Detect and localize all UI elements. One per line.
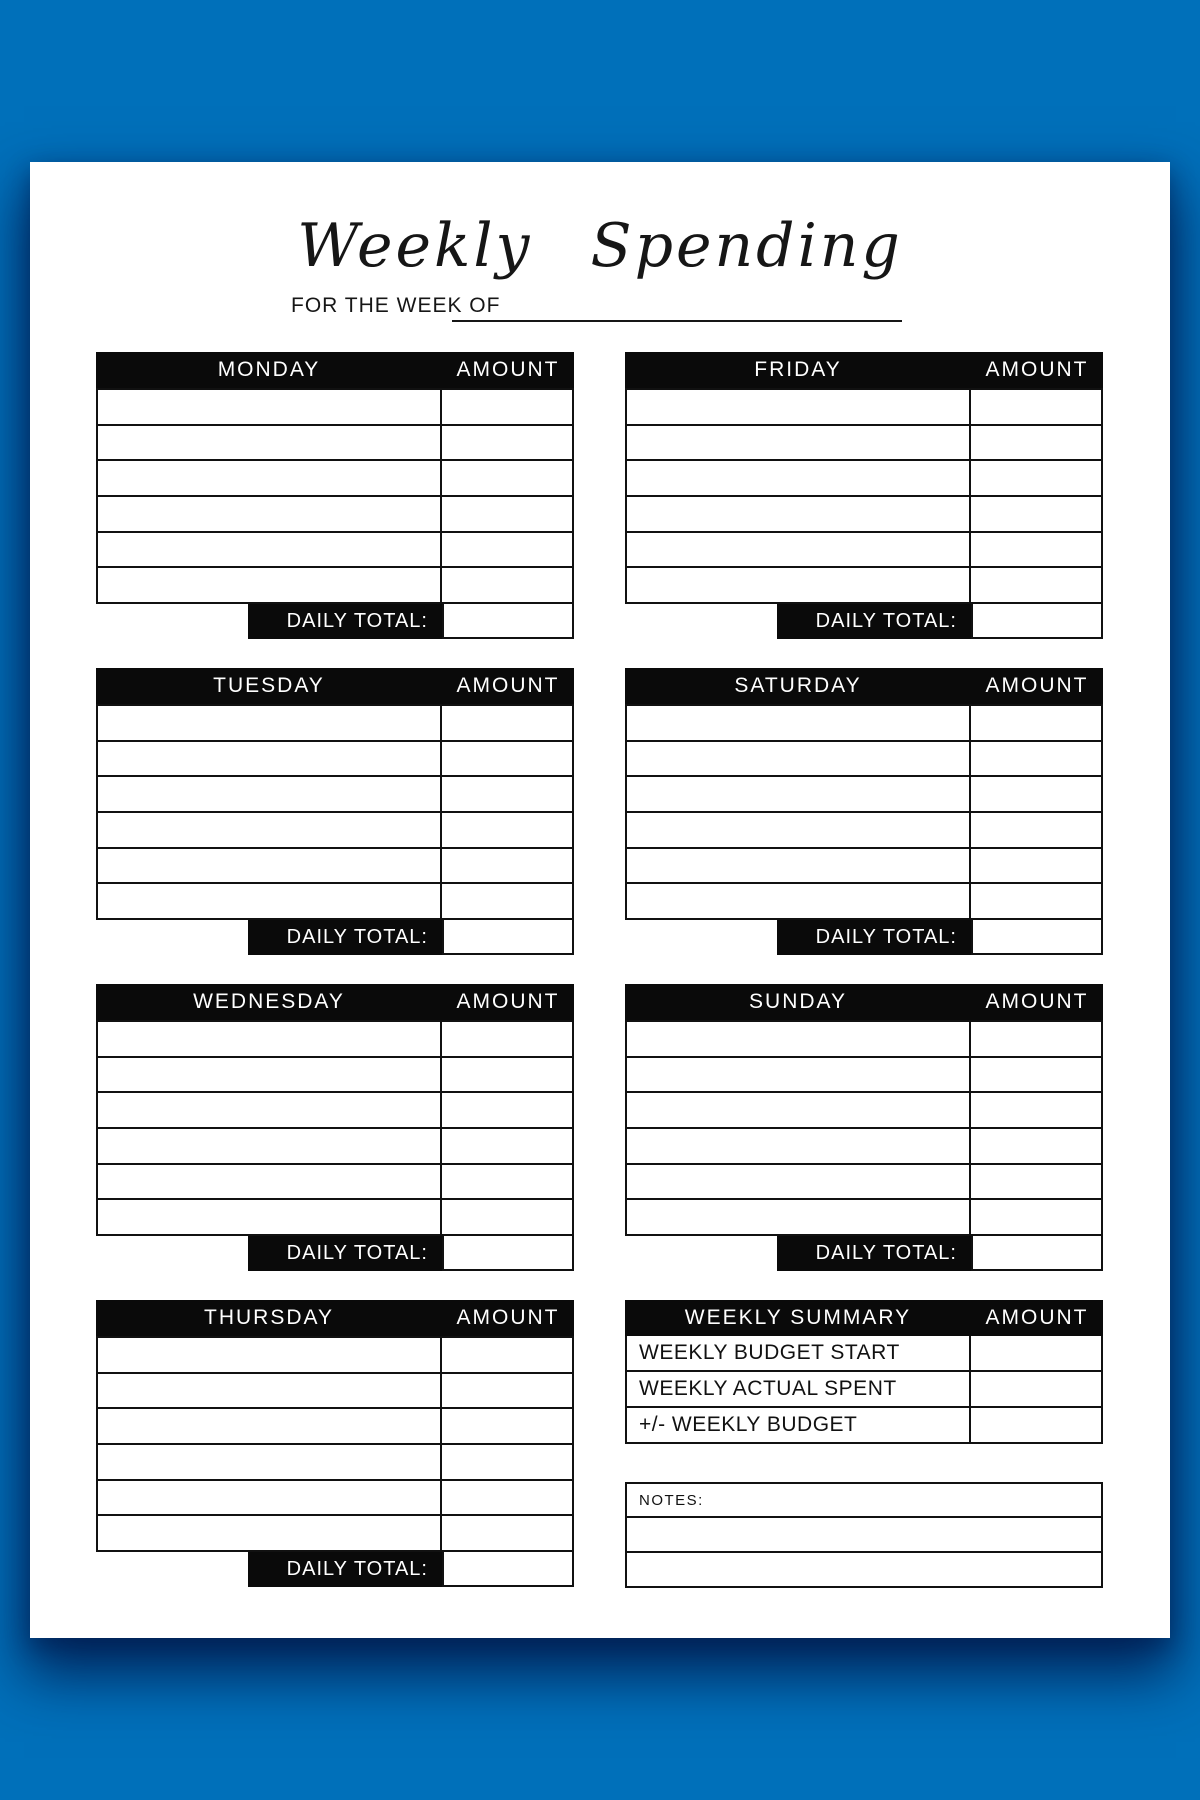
entry-row (98, 568, 572, 602)
entry-row (98, 1022, 572, 1058)
weekly-summary-title: WEEKLY SUMMARY (684, 1306, 912, 1329)
entry-row (627, 390, 1101, 426)
entry-description-cell[interactable] (98, 1093, 442, 1127)
entry-row (98, 742, 572, 778)
summary-row-plus-minus-budget (625, 1408, 1103, 1444)
entry-row (627, 777, 1101, 813)
daily-total-amount-cell[interactable] (971, 604, 1103, 639)
daily-total-row (625, 920, 1103, 955)
day-table-header (625, 668, 1103, 704)
entry-row (627, 426, 1101, 462)
entry-description-cell[interactable] (98, 1516, 442, 1550)
day-table-body (625, 388, 1103, 604)
daily-total-row (625, 1236, 1103, 1271)
entry-row (627, 884, 1101, 918)
entry-description-cell[interactable] (627, 777, 971, 811)
entry-amount-cell[interactable] (442, 1022, 572, 1056)
entry-description-cell[interactable] (627, 1129, 971, 1163)
entry-description-cell[interactable] (627, 742, 971, 776)
entry-amount-cell[interactable] (971, 1165, 1101, 1199)
entry-description-cell[interactable] (98, 1165, 442, 1199)
entry-row (98, 706, 572, 742)
amount-header-label: AMOUNT (985, 990, 1089, 1013)
entry-description-cell[interactable] (627, 813, 971, 847)
entry-description-cell[interactable] (98, 1481, 442, 1515)
entry-row (98, 849, 572, 885)
planner-page (30, 162, 1170, 1638)
entry-description-cell[interactable] (98, 1409, 442, 1443)
notes-line[interactable] (625, 1518, 1103, 1553)
entry-description-cell[interactable] (98, 706, 442, 740)
summary-amount-cell[interactable] (971, 1408, 1101, 1442)
day-table-thursday (96, 1300, 574, 1587)
entry-amount-cell[interactable] (442, 1200, 572, 1234)
entry-amount-cell[interactable] (442, 533, 572, 567)
entry-description-cell[interactable] (627, 390, 971, 424)
entry-row (627, 461, 1101, 497)
entry-amount-cell[interactable] (971, 533, 1101, 567)
notes-line[interactable] (625, 1553, 1103, 1588)
entry-amount-cell[interactable] (971, 849, 1101, 883)
day-table-body (625, 1020, 1103, 1236)
entry-amount-cell[interactable] (971, 884, 1101, 918)
entry-row (98, 461, 572, 497)
amount-header-label: AMOUNT (985, 358, 1089, 381)
entry-description-cell[interactable] (98, 1058, 442, 1092)
weekly-summary-header (625, 1300, 1103, 1336)
day-table-body (625, 704, 1103, 920)
entry-row (627, 497, 1101, 533)
entry-amount-cell[interactable] (971, 1093, 1101, 1127)
entry-row (98, 1481, 572, 1517)
daily-total-row (96, 604, 574, 639)
entry-description-cell[interactable] (98, 777, 442, 811)
entry-amount-cell[interactable] (971, 568, 1101, 602)
entry-amount-cell[interactable] (442, 777, 572, 811)
entry-amount-cell[interactable] (971, 1022, 1101, 1056)
day-name-label: SUNDAY (749, 990, 847, 1013)
day-table-friday (625, 352, 1103, 639)
day-table-sunday (625, 984, 1103, 1271)
entry-amount-cell[interactable] (971, 1129, 1101, 1163)
entry-amount-cell[interactable] (442, 1409, 572, 1443)
summary-amount-cell[interactable] (971, 1372, 1101, 1406)
entry-row (98, 813, 572, 849)
entry-amount-cell[interactable] (971, 1200, 1101, 1234)
entry-description-cell[interactable] (627, 706, 971, 740)
daily-total-row (96, 1236, 574, 1271)
weekly-summary-amount-header: AMOUNT (985, 1306, 1089, 1329)
entry-description-cell[interactable] (98, 884, 442, 918)
day-table-wednesday (96, 984, 574, 1271)
daily-total-row (625, 604, 1103, 639)
daily-total-amount-cell[interactable] (971, 1236, 1103, 1271)
entry-amount-cell[interactable] (971, 461, 1101, 495)
day-name-label: THURSDAY (204, 1306, 334, 1329)
daily-total-amount-cell[interactable] (442, 604, 574, 639)
entry-row (98, 884, 572, 918)
amount-header-label: AMOUNT (456, 674, 560, 697)
entry-row (98, 1093, 572, 1129)
day-table-monday (96, 352, 574, 639)
entry-description-cell[interactable] (627, 461, 971, 495)
entry-amount-cell[interactable] (442, 426, 572, 460)
entry-row (627, 533, 1101, 569)
day-name-label: SATURDAY (734, 674, 862, 697)
entry-row (98, 1200, 572, 1234)
entry-row (627, 1200, 1101, 1234)
entry-description-cell[interactable] (627, 1165, 971, 1199)
entry-description-cell[interactable] (98, 461, 442, 495)
entry-amount-cell[interactable] (442, 884, 572, 918)
entry-amount-cell[interactable] (971, 497, 1101, 531)
weekly-summary-table (625, 1300, 1103, 1444)
daily-total-row (96, 1552, 574, 1587)
entry-description-cell[interactable] (627, 1022, 971, 1056)
entry-row (627, 1022, 1101, 1058)
summary-row-budget-start (625, 1336, 1103, 1372)
entry-amount-cell[interactable] (442, 497, 572, 531)
entry-amount-cell[interactable] (442, 461, 572, 495)
day-table-body (96, 1336, 574, 1552)
notes-label: NOTES: (639, 1491, 704, 1509)
day-name-label: TUESDAY (213, 674, 325, 697)
entry-row (98, 1445, 572, 1481)
entry-description-cell[interactable] (98, 1338, 442, 1372)
entry-description-cell[interactable] (627, 497, 971, 531)
entry-description-cell[interactable] (98, 1200, 442, 1234)
day-table-header (96, 1300, 574, 1336)
entry-description-cell[interactable] (98, 390, 442, 424)
entry-row (627, 1129, 1101, 1165)
entry-description-cell[interactable] (627, 1093, 971, 1127)
daily-total-label: DAILY TOTAL: (777, 920, 971, 955)
entry-description-cell[interactable] (98, 568, 442, 602)
summary-row-label: WEEKLY BUDGET START (627, 1336, 971, 1370)
entry-row (98, 1516, 572, 1550)
entry-amount-cell[interactable] (442, 1481, 572, 1515)
amount-header-label: AMOUNT (456, 358, 560, 381)
entry-amount-cell[interactable] (442, 1058, 572, 1092)
entry-description-cell[interactable] (627, 568, 971, 602)
entry-description-cell[interactable] (98, 533, 442, 567)
entry-row (98, 1058, 572, 1094)
summary-row-label: +/- WEEKLY BUDGET (627, 1408, 971, 1442)
entry-description-cell[interactable] (627, 884, 971, 918)
entry-row (98, 426, 572, 462)
page-title: Weekly Spending (297, 211, 903, 281)
entry-description-cell[interactable] (627, 426, 971, 460)
daily-total-label: DAILY TOTAL: (248, 604, 442, 639)
entry-amount-cell[interactable] (442, 1338, 572, 1372)
entry-amount-cell[interactable] (442, 813, 572, 847)
daily-total-amount-cell[interactable] (971, 920, 1103, 955)
entry-row (98, 1165, 572, 1201)
entry-amount-cell[interactable] (442, 1374, 572, 1408)
entry-description-cell[interactable] (98, 1022, 442, 1056)
entry-amount-cell[interactable] (442, 1516, 572, 1550)
entry-description-cell[interactable] (98, 497, 442, 531)
daily-total-amount-cell[interactable] (442, 920, 574, 955)
day-table-header (625, 984, 1103, 1020)
entry-row (627, 1093, 1101, 1129)
entry-row (627, 706, 1101, 742)
week-of-label: FOR THE WEEK OF (291, 294, 501, 317)
amount-header-label: AMOUNT (985, 674, 1089, 697)
daily-total-label: DAILY TOTAL: (248, 920, 442, 955)
entry-description-cell[interactable] (98, 849, 442, 883)
entry-row (627, 568, 1101, 602)
entry-row (627, 742, 1101, 778)
entry-amount-cell[interactable] (442, 1445, 572, 1479)
day-table-saturday (625, 668, 1103, 955)
summary-row-label: WEEKLY ACTUAL SPENT (627, 1372, 971, 1406)
entry-amount-cell[interactable] (442, 568, 572, 602)
entry-row (627, 1165, 1101, 1201)
day-table-body (96, 1020, 574, 1236)
entry-amount-cell[interactable] (971, 390, 1101, 424)
day-table-header (625, 352, 1103, 388)
daily-total-row (96, 920, 574, 955)
entry-row (98, 390, 572, 426)
entry-description-cell[interactable] (627, 1200, 971, 1234)
entry-amount-cell[interactable] (971, 777, 1101, 811)
entry-description-cell[interactable] (627, 849, 971, 883)
entry-amount-cell[interactable] (971, 706, 1101, 740)
entry-amount-cell[interactable] (971, 426, 1101, 460)
entry-description-cell[interactable] (627, 1058, 971, 1092)
entry-description-cell[interactable] (627, 533, 971, 567)
day-table-tuesday (96, 668, 574, 955)
summary-row-actual-spent (625, 1372, 1103, 1408)
daily-total-label: DAILY TOTAL: (248, 1552, 442, 1587)
entry-amount-cell[interactable] (442, 1129, 572, 1163)
amount-header-label: AMOUNT (456, 990, 560, 1013)
entry-amount-cell[interactable] (442, 1165, 572, 1199)
entry-row (627, 813, 1101, 849)
entry-row (98, 1374, 572, 1410)
notes-header-row (625, 1482, 1103, 1518)
entry-description-cell[interactable] (98, 1129, 442, 1163)
daily-total-amount-cell[interactable] (442, 1552, 574, 1587)
entry-amount-cell[interactable] (442, 849, 572, 883)
day-table-body (96, 388, 574, 604)
entry-row (98, 497, 572, 533)
day-name-label: WEDNESDAY (193, 990, 345, 1013)
summary-amount-cell[interactable] (971, 1336, 1101, 1370)
entry-description-cell[interactable] (98, 813, 442, 847)
entry-amount-cell[interactable] (971, 1058, 1101, 1092)
entry-row (98, 533, 572, 569)
daily-total-label: DAILY TOTAL: (777, 1236, 971, 1271)
entry-row (627, 1058, 1101, 1094)
entry-row (98, 777, 572, 813)
daily-total-label: DAILY TOTAL: (777, 604, 971, 639)
entry-description-cell[interactable] (98, 742, 442, 776)
day-table-header (96, 984, 574, 1020)
amount-header-label: AMOUNT (456, 1306, 560, 1329)
day-name-label: MONDAY (217, 358, 321, 381)
day-name-label: FRIDAY (754, 358, 842, 381)
entry-row (98, 1409, 572, 1445)
day-table-header (96, 668, 574, 704)
entry-row (98, 1338, 572, 1374)
entry-amount-cell[interactable] (442, 706, 572, 740)
entry-amount-cell[interactable] (442, 742, 572, 776)
entry-row (627, 849, 1101, 885)
day-table-body (96, 704, 574, 920)
daily-total-label: DAILY TOTAL: (248, 1236, 442, 1271)
notes-box (625, 1482, 1103, 1588)
entry-description-cell[interactable] (98, 426, 442, 460)
entry-description-cell[interactable] (98, 1445, 442, 1479)
week-of-fill-line[interactable] (452, 320, 902, 322)
entry-amount-cell[interactable] (442, 390, 572, 424)
entry-description-cell[interactable] (98, 1374, 442, 1408)
entry-amount-cell[interactable] (971, 742, 1101, 776)
entry-row (98, 1129, 572, 1165)
entry-amount-cell[interactable] (442, 1093, 572, 1127)
entry-amount-cell[interactable] (971, 813, 1101, 847)
daily-total-amount-cell[interactable] (442, 1236, 574, 1271)
day-table-header (96, 352, 574, 388)
